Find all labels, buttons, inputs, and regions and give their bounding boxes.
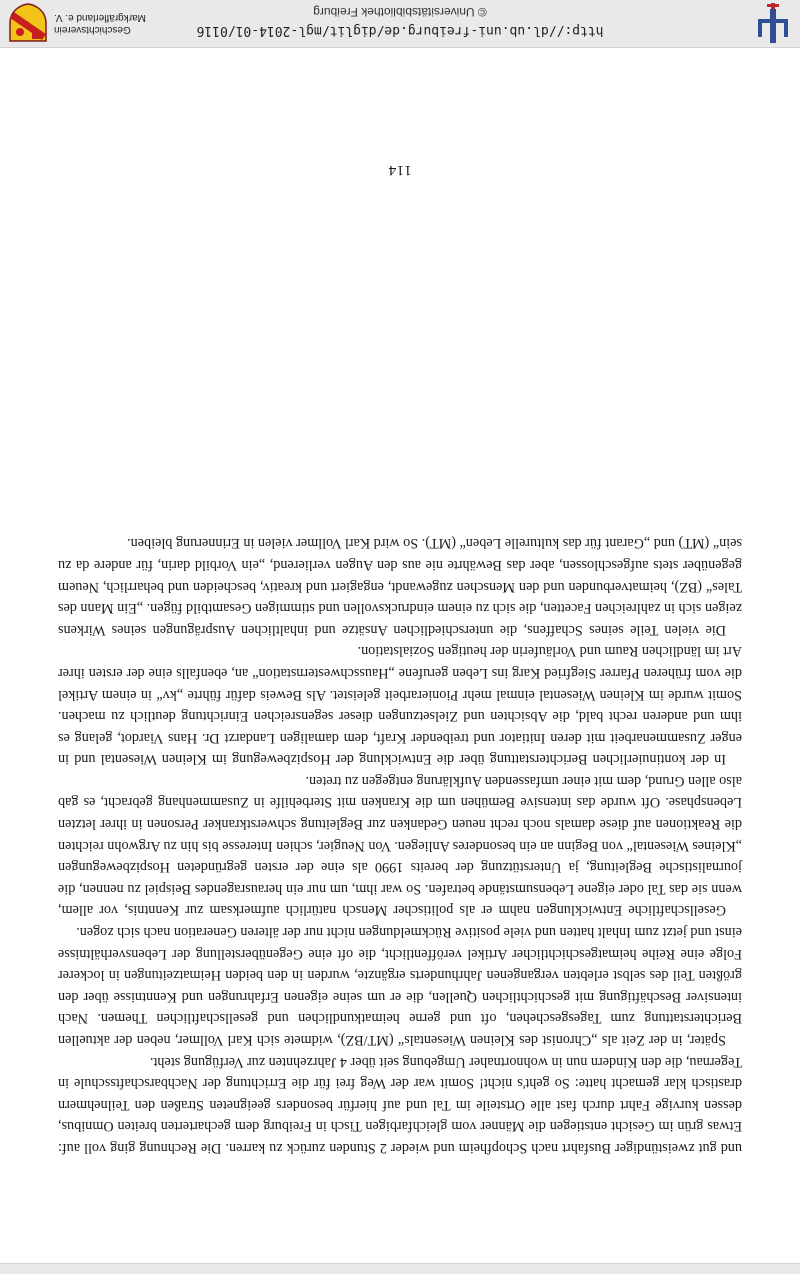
viewer-top-strip (0, 1263, 800, 1274)
society-name: Geschichtsverein Markgräflerland e. V. (54, 12, 146, 35)
document-url: http://dl.ub.uni-freiburg.de/diglit/mgl-2014-01/0116 (196, 23, 604, 38)
paragraph: In der kontinuierlichen Berichterstattung über die Entwicklung der Hospizbewegung im Kleinen Wiesental und in enger Zusammenarbeit mit deren Initiator und treibender Kraft, dem damaligen Landarzt Dr. Hans Viardot, gelang es ihm und anderen recht bald, die Absichten und Zielsetzungen dieser segensreichen Einrichtung deutlich zu machen. Somit wurde im Kleinen Wiesental einmal mehr Pionierarbeit geleistet. Als Beweis dafür führte „kv“ in einem Artikel die vom früheren Pfarrer Siegfried Karg ins Leben gerufene „Hausschwesternstation“ an, ebenfalls eine der ersten ihrer Art im ländlichen Raum und Vorläuferin der heutigen Sozialstation. (58, 643, 742, 768)
paragraph: und gut zweistündiger Busfahrt nach Schopfheim und wieder 2 Stunden zurück zu karren. Die Rechnung ging voll auf: Etwas grün im Gesicht entstiegen die Männer vom gleichfarbigen Tisch in Freiburg dem gecharterten breiten Omnibus, dessen kurvige Fahrt durch fast alle Ortsteile im Tal und auf hierfür besonders geeigneten Straßen den Teilnehmern drastisch klar gemacht hatte: So geht's nicht! Somit war der Weg frei für die Errichtung der Nachbarschaftsschule in Tegernau, die den Kindern nun in wohnortnaher Umgebung seit über 4 Jahrzehnten zur Verfügung steht. (58, 1053, 742, 1156)
copyright-notice: © Universitätsbibliothek Freiburg (313, 5, 487, 19)
paragraph: Gesellschaftliche Entwicklungen nahm er als politischer Mensch natürlich aufmerksam zur Kenntnis, vor allem, wenn sie das Tal oder eigene Lebensumstände betrafen. So war ihm, um nur ein herausragendes Beispiel zu nennen, die journalistische Begleitung, ja Unterstützung der bereits 1990 als eine der ersten gegründeten Hospizbewegungen „Kleines Wiesental“ von Beginn an ein besonderes Anliegen. Von Neugier, schien Interesse bis hin zu Argwohn reichten die Reaktionen auf diese damals noch recht neuen Gedanken zur Begleitung schwerstkranker Personen in ihrer letzten Lebensphase. Oft wurde das intensive Bemühen um die Kranken mit Sterbehilfe in Zusammenhang gebracht, es gab also allen Grund, dem mit einer umfassenden Aufklärung entgegen zu treten. (58, 772, 742, 919)
coat-of-arms-icon (8, 3, 48, 43)
digitization-footer (0, 0, 800, 48)
paragraph: Die vielen Teile seines Schaffens, die unterschiedlichen Ansätze und inhaltlichen Ausprägungen seines Wirkens zeigen sich in zahlreichen Facetten, die sich zu einem eindrucksvollen und stimmigen Gesamtbild fügen. „Ein Mann des Tales“ (BZ), heimatverbunden und den Menschen zugewandt, engagiert und kreativ, bescheiden und beharrlich, Neuem gegenüber stets aufgeschlossen, aber das Bewährte nie aus den Augen verlierend, „ein Vorbild darin, für andere da zu sein“ (MT) und „Garant für das kulturelle Leben“ (MT). So wird Karl Vollmer vielen in Erinnerung bleiben. (58, 535, 742, 638)
article-body (58, 532, 742, 1158)
paragraph: Später, in der Zeit als „Chronist des Kleinen Wiesentals“ (MT/BZ), widmete sich Karl Vollmer, neben der aktuellen Berichterstattung zum Tagesgeschehen, oft und gerne heimatkundlichen und gesellschaftlichen Themen. Nach intensiver Beschäftigung mit geschichtlichen Quellen, die er um seine eigenen Erfahrungen und Kenntnisse über den größten Teil des selbst erlebten vergangenen Jahrhunderts ergänzte, wurden in den beiden Heimatzeitungen in lockerer Folge eine Reihe heimatgeschichtlicher Artikel veröffentlicht, die oft eine Gegenüberstellung der Lebensverhältnisse einst und jetzt zum Inhalt hatten und viele positive Rückmeldungen nicht nur der älteren Generation nach sich zogen. (58, 924, 742, 1049)
page-number: 114 (388, 162, 412, 178)
society-badge (8, 3, 168, 43)
